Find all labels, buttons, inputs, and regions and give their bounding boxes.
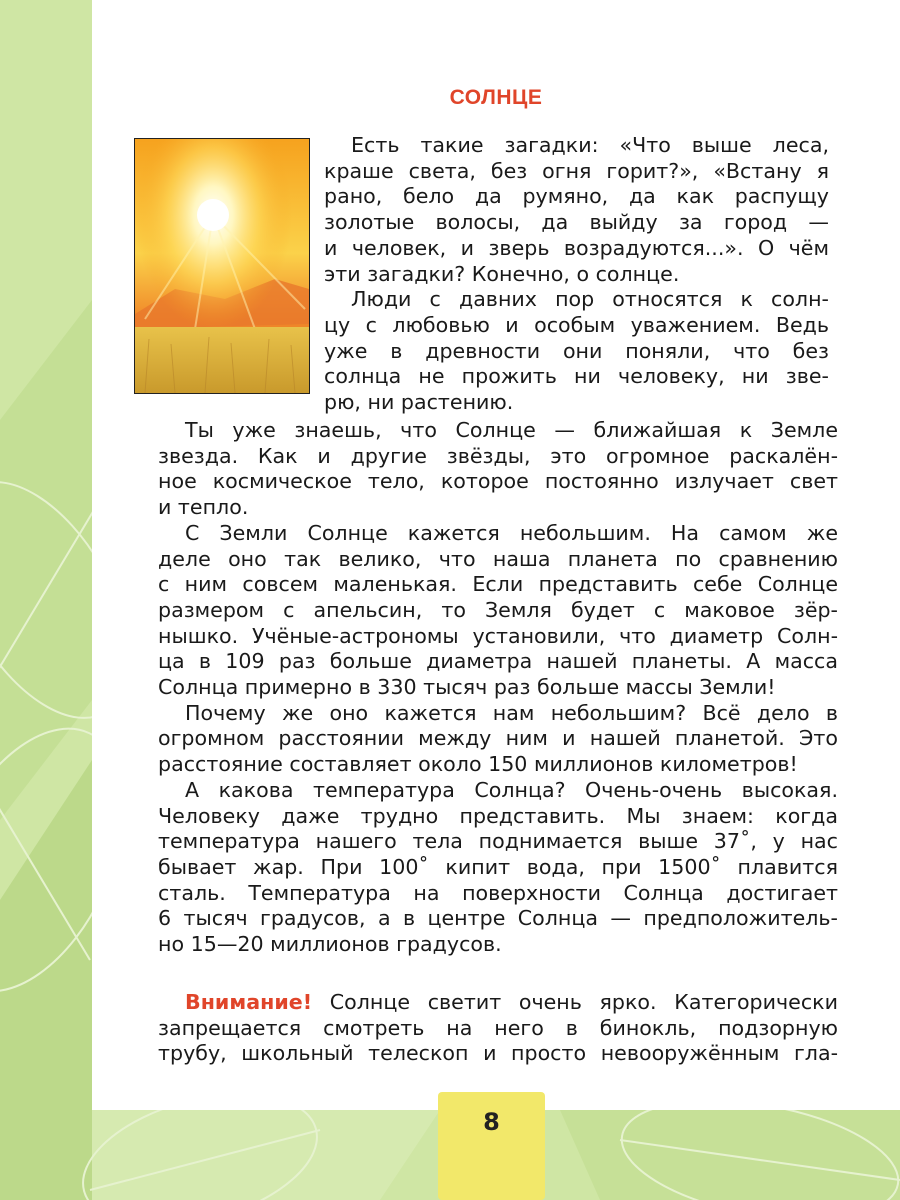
text-line: Люди с давних пор относятся к солн-	[351, 287, 829, 312]
page-number: 8	[483, 1108, 500, 1136]
text-line: Ты уже знаешь, что Солнце — ближайшая к Земле	[185, 418, 838, 442]
warning-paragraph	[158, 990, 838, 1067]
text-line: ца в 109 раз больше диаметра нашей планеты. А масса	[158, 649, 838, 674]
text-line: Есть такие загадки: «Что выше леса,	[351, 133, 829, 157]
text-line: эти загадки? Конечно, о солнце.	[324, 261, 680, 286]
text-line: рю, ни растению.	[324, 390, 514, 415]
text-line: бывает жар. При 100˚ кипит вода, при 1500˚ плавится	[158, 854, 838, 879]
page-number-tab	[438, 1092, 545, 1200]
text-line: Солнца примерно в 330 тысяч раз больше массы Земли!	[158, 675, 776, 700]
text-line: Почему же оно кажется нам небольшим? Всё дело в	[185, 700, 838, 725]
text-line: цу с любовью и особым уважением. Ведь	[324, 312, 829, 337]
text-line: золотые волосы, да выйду за город —	[324, 210, 829, 235]
text-line: краше света, без огня горит?», «Встану я	[324, 158, 829, 183]
text-line	[158, 990, 838, 1016]
text-line: нышко. Учёные-астрономы установили, что диаметр Солн-	[158, 623, 838, 648]
text-line: и человек, и зверь возрадуются...». О чём	[324, 235, 829, 260]
text-line: размером с апельсин, то Земля будет с маковое зёр-	[158, 597, 838, 622]
text-line: запрещается смотреть на него в бинокль, подзорную	[158, 1015, 838, 1040]
text-line: но 15—20 миллионов градусов.	[158, 932, 502, 957]
text-line: рано, бело да румяно, да как распущу	[324, 184, 829, 209]
textbook-page	[92, 0, 900, 1110]
text-line: С Земли Солнце кажется небольшим. На самом же	[185, 520, 838, 545]
warning-text: Солнце светит очень ярко. Категорически	[312, 990, 838, 1014]
text-line: огромном расстоянии между ним и нашей планетой. Это	[158, 726, 838, 751]
text-line: уже в древности они поняли, что без	[324, 338, 829, 363]
text-line: температура нашего тела поднимается выше 37˚, у нас	[158, 829, 838, 854]
main-text	[158, 418, 838, 958]
text-line: 6 тысяч градусов, а в центре Солнца — предположитель-	[158, 906, 838, 931]
page-title: СОЛНЦЕ	[449, 86, 543, 109]
text-line: деле оно так велико, что наша планета по сравнению	[158, 546, 838, 571]
text-line: солнца не прожить ни человеку, ни зве-	[324, 364, 829, 389]
text-line: Человеку даже трудно представить. Мы знаем: когда	[158, 803, 838, 828]
text-line: А какова температура Солнца? Очень-очень высокая.	[185, 777, 838, 802]
sun-photo	[134, 138, 310, 394]
text-line: расстояние составляет около 150 миллионов километров!	[158, 752, 798, 777]
warning-label: Внимание!	[185, 990, 313, 1014]
text-line: с ним совсем маленькая. Если представить себе Солнце	[158, 572, 838, 597]
text-line: трубу, школьный телескоп и просто невооружённым гла-	[158, 1041, 838, 1066]
text-line: звезда. Как и другие звёзды, это огромное раскалён-	[158, 443, 838, 468]
text-line: ное космическое тело, которое постоянно излучает свет	[158, 469, 838, 494]
text-line: сталь. Температура на поверхности Солнца достигает	[158, 880, 838, 905]
intro-paragraph	[324, 133, 829, 416]
text-line: и тепло.	[158, 495, 249, 520]
